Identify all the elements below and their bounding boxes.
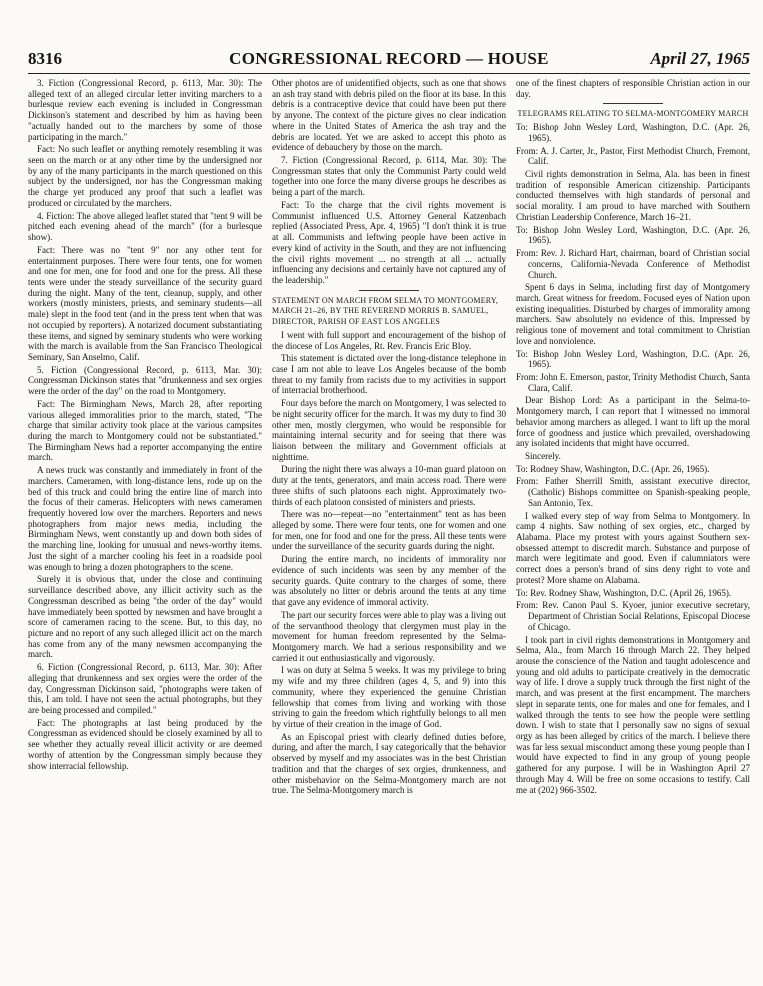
paragraph-fiction-4: 4. Fiction: The above alleged leaflet stated that "tent 9 will be pitched each evening ahead of the march" (for a burlesque show). bbox=[28, 210, 262, 243]
telegram-closing: Sincerely. bbox=[525, 451, 561, 461]
telegram-to: To: Bishop John Wesley Lord, Washington, D.C. (Apr. 26, 1965). bbox=[516, 122, 750, 143]
section-divider bbox=[359, 290, 419, 291]
section-heading-telegrams: TELEGRAMS RELATING TO SELMA-MONTGOMERY MARCH bbox=[517, 109, 749, 119]
paragraph: Fact: No such leaflet or anything remotely resembling it was seen on the march or at any other time by the undersigned nor by any of the many participants in the march questioned on this subject by the undersigned, nor has the Congressman making the charge yet produced any proof that such a leaflet was produced or circulated by the marchers. bbox=[28, 144, 262, 208]
page-number: 8316 bbox=[28, 49, 62, 68]
telegram-body: I took part in civil rights demonstrations in Montgomery and Selma, Ala., from March 16 through March 22. They helped arouse the conscience of the Nation and taught adolescence and young and old adults to participate creatively in the democratic way of life. I drove a supply truck through the first night of the march, and was present at the first encampment. The marchers slept in separate tents, one for males and one for females, and I walked through the tents to see how the people were settling down. I wish to state that I personally saw no signs of sexual orgy as has been alleged by critics of the march. I believe there was far less sexual misconduct among these young people than I would have expected to find in any group of young people gathered for any purpose. I will be in Washington April 27 through May 4. Will be free on some occasions to testify. Call me at (202) 966-3502. bbox=[516, 634, 750, 795]
paragraph: Surely it is obvious that, under the close and continuing surveillance described above, any illicit activity such as the Congressman described as being "the order of the day" would have immediately been spotted by newsmen and have brought a score of cameramen racing to the scene. But, to this day, no picture and no report of any such alleged illicit act on the march has come from any of the many newsmen accompanying the march. bbox=[28, 574, 262, 660]
paragraph: one of the finest chapters of responsible Christian action in our day. bbox=[516, 78, 750, 99]
text-column-right bbox=[516, 78, 750, 978]
paragraph: Four days before the march on Montgomery, I was selected to be night security officer for the march. It was my duty to find 30 other men, mostly clergymen, who would be responsible for maintaining internal security and for seeing that there was liaison between the military and Government officials at nighttime. bbox=[272, 398, 506, 462]
text-column-left bbox=[28, 78, 262, 978]
paragraph: A news truck was constantly and immediately in front of the marchers. Cameramen, with long-distance lens, rode up on the bed of this truck and could bring the entire line of march into the focus of their cameras. Helicopters with news cameramen frequently hovered low over the marchers. Reporters and news photographers from major news media, including the Birmingham News, went constantly up and down both sides of the marching line, looking for unusual and news-worthy items. Just the sight of a marcher cooling his feet in a roadside pool was enough to bring a dozen photographers to the scene. bbox=[28, 465, 262, 572]
paragraph: Other photos are of unidentified objects, such as one that shows an ash tray stand with debris piled on the floor at its base. In this debris is a contraceptive device that could have been put there by anyone. The context of the picture gives no clear indication where in the United States of America the ash tray and the debris are located. Yet we are asked to accept this photo as evidence of debauchery by those on the march. bbox=[272, 78, 506, 153]
paragraph: Fact: To the charge that the civil rights movement is Communist influenced U.S. Attorney General Katzenbach replied (Associated Press, Apr. 4, 1965) "I don't think it is true at all. Communists and leftwing people have been active in every kind of activity in the South, and they are not influencing the civil rights movement ... no strength at all ... actually influencing any decisions and certainly have not captured any of the leadership." bbox=[272, 199, 506, 285]
paragraph: Fact: The Birmingham News, March 28, after reporting various alleged immoralities prior to the march, stated, "The charge that similar activity took place at the various campsites during the march to Montgomery could not be substantiated." The Birmingham News had a reporter accompanying the entire march. bbox=[28, 398, 262, 463]
telegram-from: From: Rev. J. Richard Hart, chairman, board of Christian social concerns, California-Nevada Conference of Methodist Church. bbox=[516, 248, 750, 280]
page-header bbox=[28, 49, 750, 73]
paragraph: There was no—repeat—no "entertainment" tent as has been alleged by some. There were four tents, one for women and one for men, one for food and one for the press. All these tents were under the surveillance of the security guards during the night. bbox=[272, 509, 506, 552]
journal-title: CONGRESSIONAL RECORD — HOUSE bbox=[229, 49, 549, 68]
paragraph-fiction-7: 7. Fiction (Congressional Record, p. 6114, Mar. 30): The Congressman states that only the Communist Party could weld together into one force the many diverse groups he describes as being a part of the march. bbox=[272, 155, 506, 198]
paragraph-fiction-5: 5. Fiction (Congressional Record, p. 6113, Mar. 30): Congressman Dickinson states that "drunkenness and sex orgies were the order of the day" on the road to Montgomery. bbox=[28, 364, 262, 397]
telegram-to: To: Bishop John Wesley Lord, Washington, D.C. (Apr. 26, 1965). bbox=[516, 224, 750, 246]
paragraph: During the entire march, no incidents of immorality nor evidence of such incidents was seen by any member of the security guards. Quite contrary to the charges of some, there was absolutely no litter or debris around the tents at any time that gave any evidence of immoral activity. bbox=[272, 554, 506, 608]
telegram-from: From: Father Sherrill Smith, assistant executive director, (Catholic) Bishops committee on Spanish-speaking people, San Antonio, Tex. bbox=[516, 476, 750, 508]
telegram-from: From: John E. Emerson, pastor, Trinity Methodist Church, Santa Clara, Calif. bbox=[516, 371, 750, 393]
paragraph: This statement is dictated over the long-distance telephone in case I am not able to leave Los Angeles because of the bomb threat to my family from racists due to my activities in support of interracial brotherhood. bbox=[272, 353, 506, 396]
paragraph: Fact: There was no "tent 9" nor any other tent for entertainment purposes. There were four tents, one for women and one for men, one for food and one for the press. All these tents were under the steady surveillance of the security guard during the night. Many of the tent, cleanup, supply, and other workers (mostly ministers, priests, and seminary students—all male) slept in the food tent (and in the press tent when that was not occupied by reporters). A notarized document substantiating these items, and signed by seminary students who were working with the march is available from the San Francisco Theological Seminary, San Anselmo, Calif. bbox=[28, 244, 262, 362]
telegram-to: To: Rev. Rodney Shaw, Washington, D.C. (April 26, 1965). bbox=[516, 587, 732, 598]
header-date: April 27, 1965 bbox=[650, 49, 750, 68]
telegram-from: From: A. J. Carter, Jr., Pastor, First Methodist Church, Fremont, Calif. bbox=[516, 145, 750, 167]
paragraph: The part our security forces were able to play was a living out of the servanthood theology that clergymen must play in the movement for human freedom represented by the Selma-Montgomery march. We had a serious responsibility and we carried it out enthusiastically and vigorously. bbox=[272, 609, 506, 663]
telegram-body: Dear Bishop Lord: As a participant in the Selma-to-Montgomery march, I can report that I witnessed no immoral behavior among marchers as alleged. I want to lift up the moral force of goodness and justice which prevailed, overshadowing any isolated incidents that might have occurred. bbox=[516, 395, 750, 449]
paragraph: During the night there was always a 10-man guard platoon on duty at the tents, generators, and main access road. There were three shifts of such platoons each night. Approximately two-thirds of each platoon consisted of ministers and priests. bbox=[272, 464, 506, 507]
telegram-from: From: Rev. Canon Paul S. Kyoer, junior executive secretary, Department of Christian Social Relations, Episcopal Diocese of Chicago. bbox=[516, 600, 750, 632]
section-heading-samuel-statement: STATEMENT ON MARCH FROM SELMA TO MONTGOMERY, MARCH 21–26, BY THE REVEREND MORRIS B. SAMUEL, DIRECTOR, PARISH OF EAST LOS ANGELES bbox=[272, 295, 499, 327]
telegram-to: To: Rodney Shaw, Washington, D.C. (Apr. 26, 1965). bbox=[516, 463, 710, 474]
section-divider bbox=[603, 103, 663, 104]
paragraph: I was on duty at Selma 5 weeks. It was my privilege to bring my wife and my three children (ages 4, 5, and 9) into this community, where they experienced the genuine Christian fellowship that comes from living and working with those striving to gain the freedom which rightfully belongs to all men by virtue of their creation in the image of God. bbox=[272, 665, 506, 729]
header-rule bbox=[28, 73, 750, 74]
paragraph-fiction-3: 3. Fiction (Congressional Record, p. 6113, Mar. 30): The alleged text of an alleged circular letter inviting marchers to a burlesque review each evening is included in Congressman Dickinson's statement and described by him as having been "actually handed out to the marchers by some of those participating in the march." bbox=[28, 78, 262, 142]
telegram-body: Spent 6 days in Selma, including first day of Montgomery march. Great witness for freedom. Focused eyes of Nation upon existing inequalities. Disturbed by charges of immorality among marchers. Saw absolutely no evidence of this. Impressed by religious tone of movement and total commitment to Christian love and nonviolence. bbox=[516, 282, 750, 346]
telegram-to: To: Bishop John Wesley Lord, Washington, D.C. (Apr. 26, 1965). bbox=[516, 348, 750, 370]
paragraph: I went with full support and encouragement of the bishop of the diocese of Los Angeles, Rt. Rev. Francis Eric Bloy. bbox=[272, 329, 506, 351]
telegram-body: Civil rights demonstration in Selma, Ala. has been in finest tradition of responsible American citizenship. Participants conducted themselves with high standards of personal and social morality. I am proud to have marched with Southern Christian Leadership Conference, March 16–21. bbox=[516, 169, 750, 222]
text-column-middle bbox=[272, 78, 506, 978]
paragraph: Fact: The photographs at last being produced by the Congressman as evidenced should be closely examined by all to see whether they actually reveal illicit activity or are deemed worthy of attention by the Congressman simply because they show interracial fellowship. bbox=[28, 717, 262, 771]
telegram-body: I walked every step of way from Selma to Montgomery. In camp 4 nights. Saw nothing of sex orgies, etc., charged by Alabama. Place my protest with yours against Southern sex-obsessed attempt to discredit march. Substance and purpose of march were legitimate and good. Even if calumniators were correct does a person's brand of sins deny right to vote and protest? More shame on Alabama. bbox=[516, 510, 750, 585]
paragraph: As an Episcopal priest with clearly defined duties before, during, and after the march, I say categorically that the behavior observed by myself and my associates was in the best Christian tradition and that the charges of sex orgies, drunkenness, and other misbehavior on the Selma-Montgomery march are not true. The Selma-Montgomery march is bbox=[272, 731, 506, 796]
paragraph-fiction-6: 6. Fiction (Congressional Record, p. 6113, Mar. 30): After alleging that drunkenness and sex orgies were the order of the day, Congressman Dickinson said, "photographs were taken of this, I am told. I have not seen the actual photographs, but they are being processed and compiled." bbox=[28, 662, 262, 715]
